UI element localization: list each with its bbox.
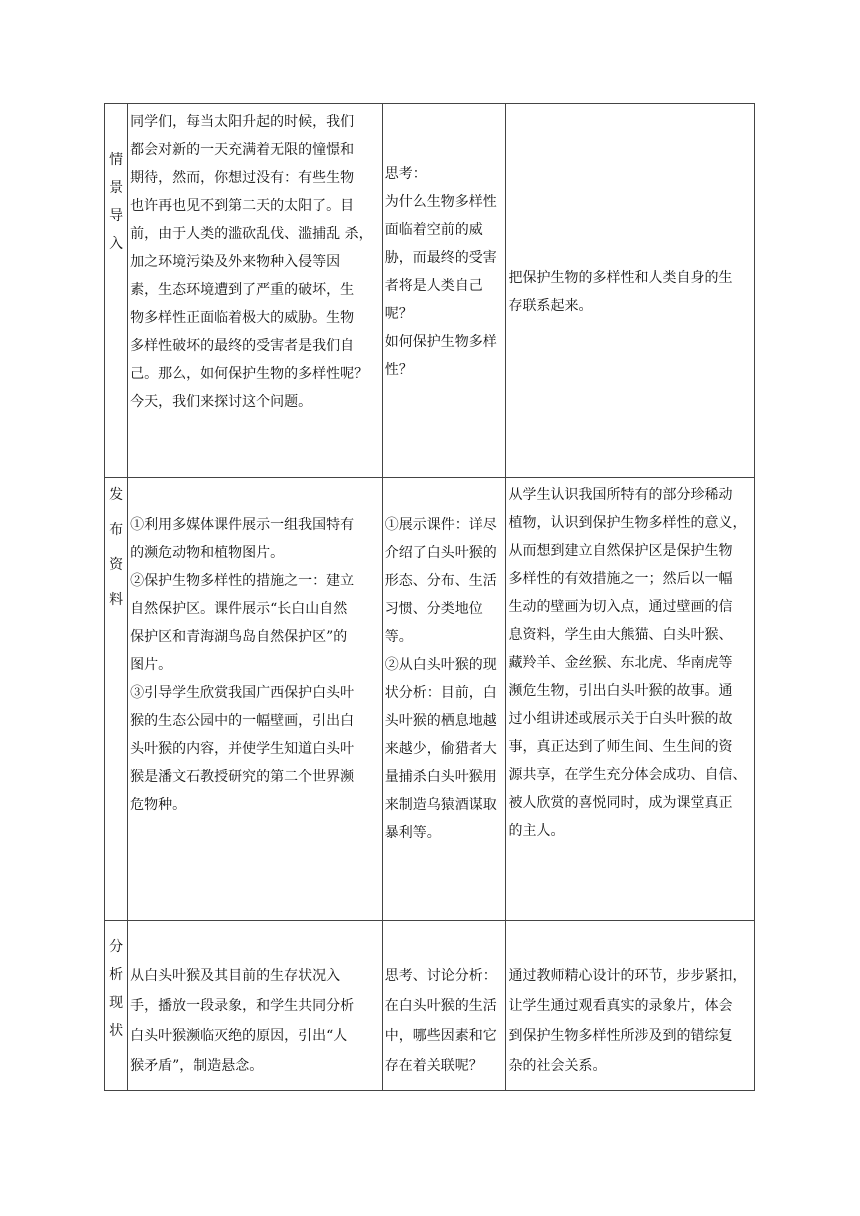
teacher-activity-cell: [128, 921, 383, 1091]
student-activity-text: 思考、讨论分析： 在白头叶猴的生活 中，哪些因素和它 存在着关联呢？: [384, 968, 497, 1074]
stage-cell: [105, 478, 128, 921]
student-activity-cell: [382, 104, 506, 478]
table-row: [105, 104, 755, 478]
student-activity-text: 思考： 为什么生物多样性 面临着空前的威 胁，而最终的受害 者将是人类自己 呢？ 如何保护生物多样 性？: [384, 166, 497, 378]
design-intent-cell: [506, 921, 755, 1091]
stage-label: 分 析 现 状: [109, 939, 124, 1039]
stage-cell: [105, 921, 128, 1091]
teacher-activity-cell: [128, 104, 383, 478]
stage-label: 发 布 资 料: [109, 487, 124, 608]
student-activity-cell: [382, 478, 506, 921]
design-intent-text: 通过教师精心设计的环节，步步紧扣， 让学生通过观看真实的录象片，体会 到保护生物多样性所涉及到的错综复 杂的社会关系。: [508, 968, 747, 1074]
teacher-activity-text: 同学们，每当太阳升起的时候，我们 都会对新的一天充满着无限的憧憬和 期待，然而，你想过没有：有些生物 也许再也见不到第二天的太阳了。目 前，由于人类的滥砍乱伐、滥捕乱 杀， 加之环境污染及外来物种入侵等因 素，生态环境遭到了严重的破坏，生 物多样性正面临着极大的威胁。生物 多样性破坏的最终的受害者是我们自 己。那么，如何保护生物的多样性呢？ 今天，我们来探讨这个问题。: [130, 114, 373, 410]
design-intent-text: 把保护生物的多样性和人类自身的生 存联系起来。: [508, 270, 733, 314]
teacher-activity-cell: [128, 478, 383, 921]
teacher-activity-text: 从白头叶猴及其目前的生存状况入 手，播放一段录象，和学生共同分析 白头叶猴濒临灭绝的原因，引出“人 猴矛盾”，制造悬念。: [130, 968, 355, 1074]
student-activity-cell: [382, 921, 506, 1091]
table-row: [105, 921, 755, 1091]
design-intent-cell: [506, 104, 755, 478]
design-intent-cell: [506, 478, 755, 921]
stage-cell: [105, 104, 128, 478]
student-activity-text: ①展示课件：详尽 介绍了白头叶猴的 形态、分布、生活 习惯、分类地位等。 ②从白头叶猴的现 状分析：目前，白 头叶猴的栖息地越 来越少，偷猎者大 量捕杀白头叶猴用 来制造乌猿酒谋取 暴利等。: [384, 517, 497, 841]
design-intent-text: 从学生认识我国所特有的部分珍稀动 植物，认识到保护生物多样性的意义， 从而想到建立自然保护区是保护生物 多样性的有效措施之一；然后以一幅 生动的壁画为切入点，通过壁画的信 息资料，学生由大熊猫、白头叶猴、 藏羚羊、金丝猴、东北虎、华南虎等 濒危生物，引出白头叶猴的故事。通 过小组讲述或展示关于白头叶猴的故 事，真正达到了师生间、生生间的资 源共享，在学生充分体会成功、自信、 被人欣赏的喜悦同时，成为课堂真正 的主人。: [508, 487, 747, 839]
table-row: [105, 478, 755, 921]
lesson-plan-table: [104, 103, 755, 1091]
teacher-activity-text: ①利用多媒体课件展示一组我国特有 的濒危动物和植物图片。 ②保护生物多样性的措施之一：建立 自然保护区。课件展示“长白山自然 保护区和青海湖鸟岛自然保护区”的 图片。 ③引导学生欣赏我国广西保护白头叶 猴的生态公园中的一幅壁画，引出白 头叶猴的内容，并使学生知道白头叶 猴是潘文石教授研究的第二个世界濒 危物种。: [130, 517, 355, 813]
stage-label: 情 景 导 入: [109, 152, 124, 252]
